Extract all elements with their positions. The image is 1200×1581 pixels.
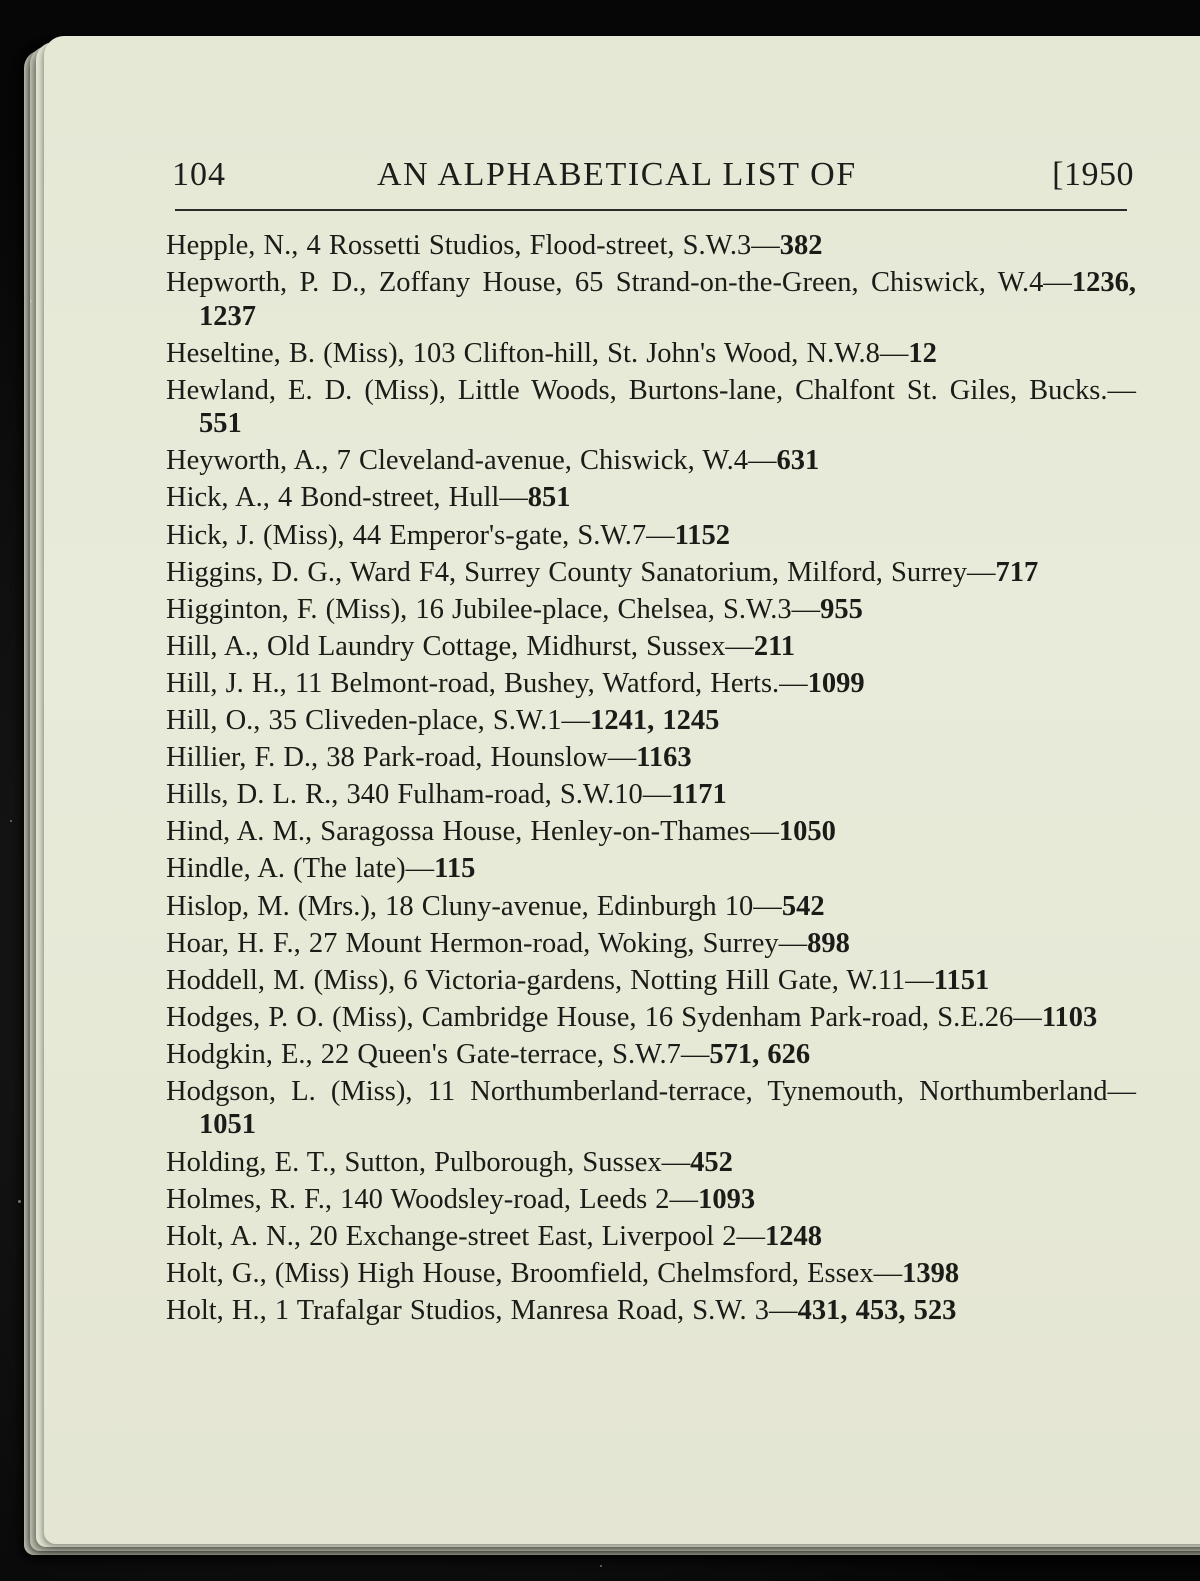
entry-reference-number: 12: [908, 337, 937, 369]
list-entry: [166, 927, 1136, 961]
entry-reference-number: 1050: [778, 816, 836, 848]
entry-reference-number: 571, 626: [709, 1038, 811, 1070]
entry-reference-number: 1093: [698, 1183, 756, 1215]
entry-reference-number: 631: [776, 445, 820, 477]
entry-reference-number: 1152: [674, 519, 731, 551]
list-entry: [166, 374, 1136, 441]
entry-address: Hodgkin, E., 22 Queen's Gate-terrace, S.W.7—: [166, 1038, 710, 1070]
entry-address: Hoddell, M. (Miss), 6 Victoria-gardens, Notting Hill Gate, W.11—: [166, 964, 934, 996]
dust-speck: [10, 820, 12, 822]
header-year: [1950: [1052, 156, 1134, 193]
entry-reference-number: 1051: [199, 1109, 256, 1141]
entry-address: Hislop, M. (Mrs.), 18 Cluny-avenue, Edinburgh 10—: [166, 890, 782, 922]
list-entry: [166, 229, 1136, 263]
list-entry: [166, 1220, 1136, 1254]
entry-reference-number: 1099: [807, 667, 865, 699]
entry-reference-number: 1236, 1237: [199, 267, 1136, 332]
list-entry: [166, 852, 1136, 886]
running-title: AN ALPHABETICAL LIST OF: [377, 156, 857, 193]
entry-reference-number: 1171: [671, 779, 727, 811]
entry-reference-number: 1248: [765, 1220, 823, 1252]
list-entry: [166, 1146, 1136, 1180]
page-number: 104: [172, 156, 226, 193]
entry-reference-number: 382: [779, 230, 823, 261]
list-entry: [166, 1038, 1136, 1072]
entry-address: Hepple, N., 4 Rossetti Studios, Flood-street, S.W.3—: [166, 230, 780, 261]
entry-address: Higgins, D. G., Ward F4, Surrey County Sanatorium, Milford, Surrey—: [166, 556, 996, 588]
entry-reference-number: 1151: [933, 964, 990, 996]
list-entry: [166, 1001, 1136, 1035]
entry-reference-number: 1103: [1041, 1001, 1098, 1033]
entry-reference-number: 115: [434, 853, 476, 885]
list-entry: [166, 667, 1136, 701]
entry-reference-number: 1241, 1245: [590, 705, 720, 737]
list-entry: [166, 778, 1136, 812]
entry-address: Holt, H., 1 Trafalgar Studios, Manresa Road, S.W. 3—: [166, 1294, 798, 1326]
list-entry: [166, 519, 1136, 553]
dust-speck: [18, 1200, 21, 1203]
list-entry: [166, 741, 1136, 775]
entry-address: Hoar, H. F., 27 Mount Hermon-road, Woking, Surrey—: [166, 927, 808, 959]
entry-address: Hepworth, P. D., Zoffany House, 65 Strand-on-the-Green, Chiswick, W.4—: [166, 267, 1072, 299]
entry-reference-number: 851: [527, 482, 571, 514]
entry-address: Hillier, F. D., 38 Park-road, Hounslow—: [166, 742, 637, 774]
list-entry: [166, 337, 1136, 371]
entry-reference-number: 551: [199, 408, 242, 440]
entry-reference-number: 452: [690, 1146, 733, 1178]
entry-address: Hodges, P. O. (Miss), Cambridge House, 16 Sydenham Park-road, S.E.26—: [166, 1001, 1042, 1033]
entry-reference-number: 717: [995, 556, 1039, 588]
list-entry: [166, 266, 1136, 333]
entry-list: [166, 229, 1136, 1331]
entry-reference-number: 898: [807, 927, 850, 959]
list-entry: [166, 444, 1136, 478]
entry-reference-number: 955: [820, 593, 863, 625]
entry-address: Holding, E. T., Sutton, Pulborough, Sussex—: [166, 1146, 691, 1178]
entry-address: Hills, D. L. R., 340 Fulham-road, S.W.10—: [166, 779, 672, 811]
list-entry: [166, 630, 1136, 664]
entry-address: Heyworth, A., 7 Cleveland-avenue, Chiswick, W.4—: [166, 445, 777, 477]
entry-reference-number: 1398: [902, 1257, 960, 1289]
list-entry: [166, 815, 1136, 849]
list-entry: [166, 1075, 1136, 1142]
list-entry: [166, 481, 1136, 515]
entry-address: Hewland, E. D. (Miss), Little Woods, Burtons-lane, Chalfont St. Giles, Bucks.—: [166, 374, 1136, 406]
entry-address: Hick, J. (Miss), 44 Emperor's-gate, S.W.7—: [166, 519, 675, 551]
dust-speck: [30, 300, 32, 302]
entry-address: Hick, A., 4 Bond-street, Hull—: [166, 482, 528, 514]
entry-reference-number: 431, 453, 523: [797, 1294, 957, 1326]
entry-address: Hodgson, L. (Miss), 11 Northumberland-terrace, Tynemouth, Northumberland—: [166, 1075, 1136, 1107]
list-entry: [166, 556, 1136, 590]
entry-reference-number: 211: [753, 630, 796, 662]
entry-address: Hind, A. M., Saragossa House, Henley-on-Thames—: [166, 816, 779, 848]
entry-address: Holt, A. N., 20 Exchange-street East, Liverpool 2—: [166, 1220, 766, 1252]
list-entry: [166, 1294, 1136, 1328]
header-rule: [175, 209, 1127, 211]
dust-speck: [600, 1565, 602, 1567]
entry-address: Holmes, R. F., 140 Woodsley-road, Leeds 2—: [166, 1183, 699, 1215]
list-entry: [166, 704, 1136, 738]
entry-reference-number: 1163: [636, 742, 692, 774]
list-entry: [166, 1183, 1136, 1217]
list-entry: [166, 890, 1136, 924]
entry-reference-number: 542: [781, 890, 825, 922]
entry-address: Hill, O., 35 Cliveden-place, S.W.1—: [166, 705, 591, 737]
list-entry: [166, 1257, 1136, 1291]
entry-address: Hill, A., Old Laundry Cottage, Midhurst, Sussex—: [166, 630, 754, 662]
entry-address: Holt, G., (Miss) High House, Broomfield, Chelmsford, Essex—: [166, 1257, 903, 1289]
list-entry: [166, 964, 1136, 998]
entry-address: Hill, J. H., 11 Belmont-road, Bushey, Watford, Herts.—: [166, 667, 808, 699]
entry-address: Heseltine, B. (Miss), 103 Clifton-hill, St. John's Wood, N.W.8—: [166, 337, 909, 369]
entry-address: Higginton, F. (Miss), 16 Jubilee-place, Chelsea, S.W.3—: [166, 593, 821, 625]
running-header: [172, 156, 1134, 200]
list-entry: [166, 593, 1136, 627]
entry-address: Hindle, A. (The late)—: [166, 853, 435, 885]
